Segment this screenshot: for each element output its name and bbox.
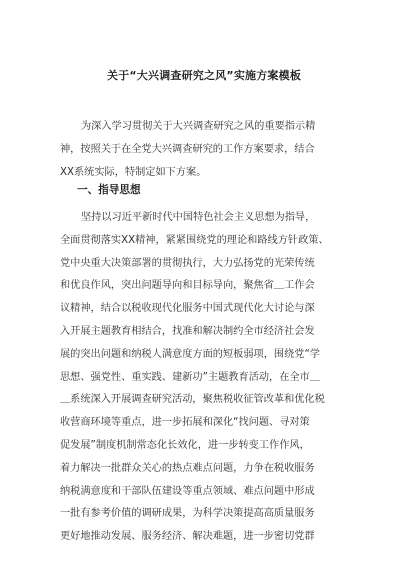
body-line: 更好地推动发展、服务经济、解决难题，进一步密切党群: [60, 531, 315, 543]
body-line: 思想、强党性、重实践、建新功”主题教育活动，在全市＿: [60, 371, 320, 383]
document-title: 关于“大兴调查研究之风”实施方案模板: [106, 69, 302, 82]
body-line: ＿系统深入开展调查研究活动，聚焦税收征管改革和优化税: [60, 394, 325, 406]
body-line: 促发展”制度机制常态化长效化，进一步转变工作作风，: [60, 439, 310, 451]
guiding-principles-paragraph: [60, 207, 350, 549]
section-heading: 一、指导思想: [77, 184, 141, 196]
body-line: 着力解决一批群众关心的热点难点问题，力争在税收服务: [60, 462, 315, 474]
body-line: 党中央重大决策部署的贯彻执行，大力弘扬党的光荣传统: [60, 257, 315, 269]
body-line: 入开展主题教育相结合，找准和解决制约全市经济社会发: [60, 325, 315, 337]
body-line: 全面贯彻落实XX精神，紧紧围绕党的理论和路线方针政策、: [60, 234, 329, 246]
body-line: 收营商环境等重点，进一步拓展和深化“找问题、寻对策: [60, 417, 310, 429]
body-line: 和优良作风，突出问题导向和目标导向，聚焦省＿工作会: [60, 280, 315, 292]
intro-line: 为深入学习贯彻关于大兴调查研究之风的重要指示精: [81, 121, 316, 132]
body-line: 议精神，结合以税收现代化服务中国式现代化大讨论与深: [60, 303, 315, 315]
body-line: 坚持以习近平新时代中国特色社会主义思想为指导，: [81, 212, 316, 223]
body-line: 纳税满意度和干部队伍建设等重点领域、难点问题中形成: [60, 485, 315, 497]
body-line: 一批有参考价值的调研成果，为科学决策提高高质量服务: [60, 508, 315, 520]
body-line: 展的突出问题和纳税人满意度方面的短板弱项，围绕党“学: [60, 348, 320, 360]
intro-paragraph: [60, 116, 350, 184]
intro-line: XX系统实际，特制定如下方案。: [60, 166, 207, 178]
intro-line: 神，按照关于在全党大兴调查研究的工作方案要求，结合: [60, 143, 315, 155]
